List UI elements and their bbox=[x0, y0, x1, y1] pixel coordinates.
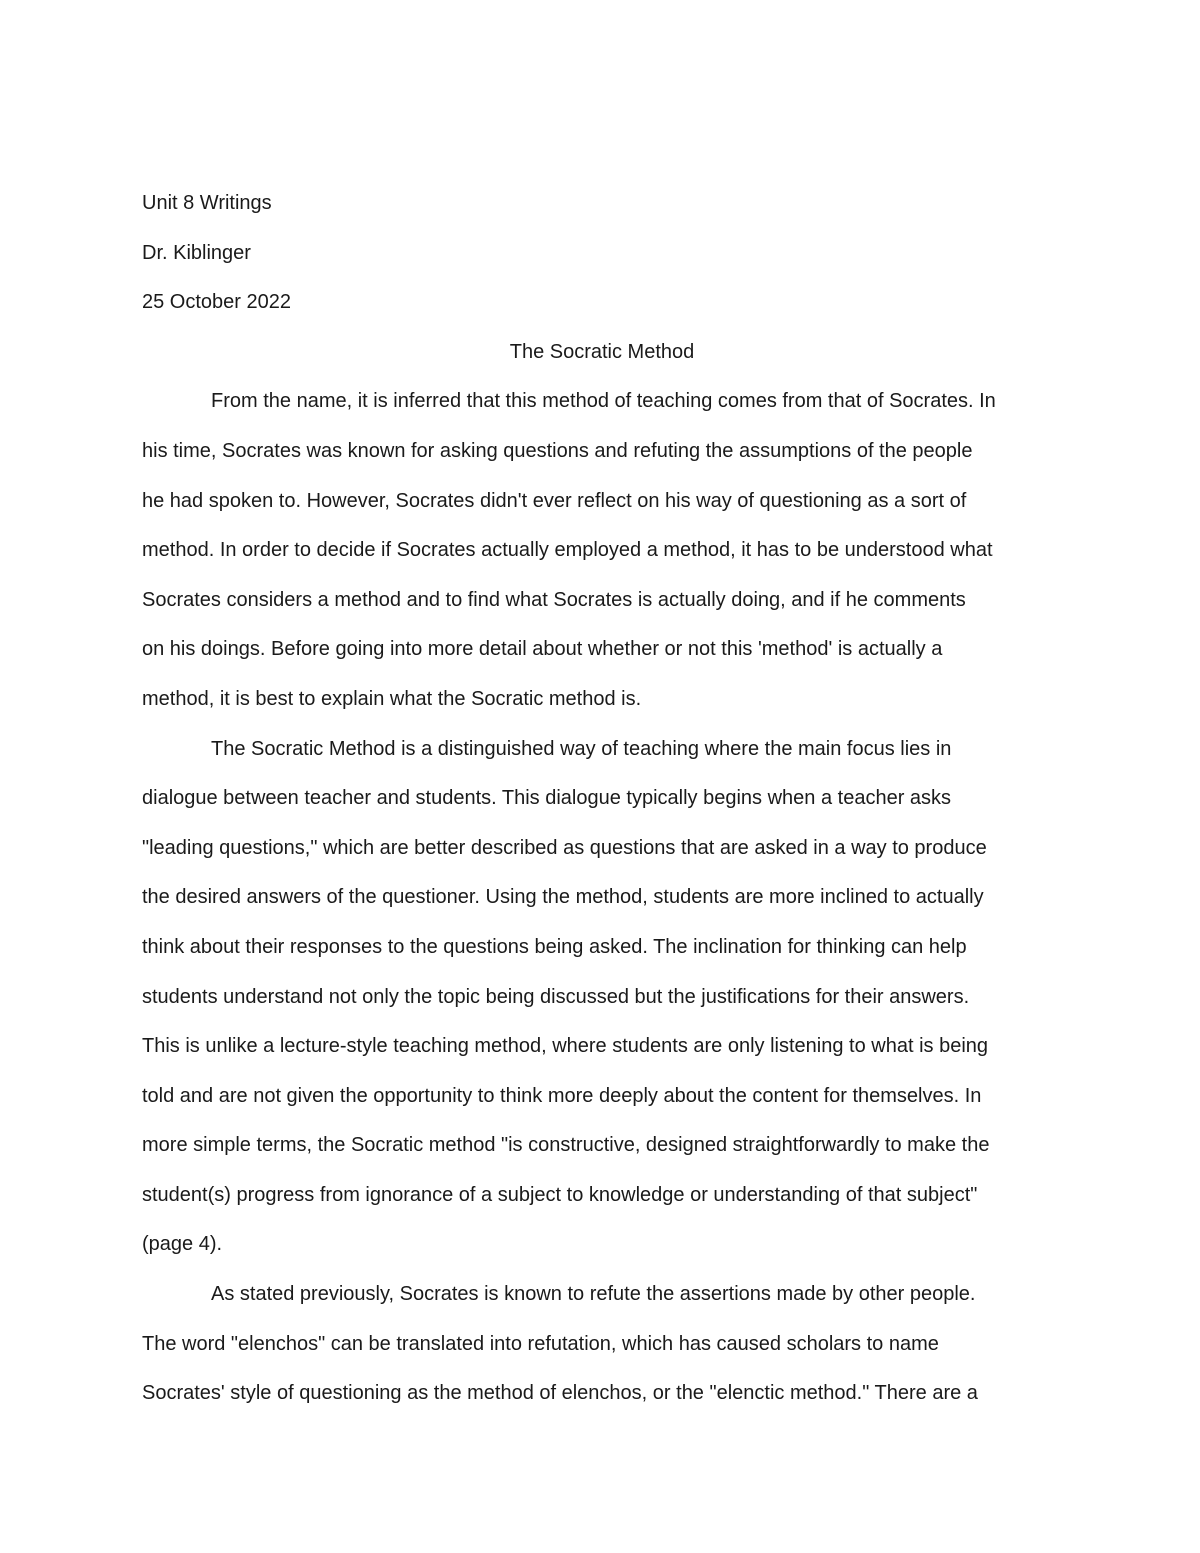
paragraph-line: "leading questions," which are better described as questions that are asked in a way to produce bbox=[142, 836, 987, 859]
paragraph-line: the desired answers of the questioner. Using the method, students are more inclined to actually bbox=[142, 886, 984, 909]
paragraph-3 bbox=[142, 1270, 1062, 1419]
essay-title: The Socratic Method bbox=[509, 340, 695, 363]
paragraph-line: dialogue between teacher and students. This dialogue typically begins when a teacher asks bbox=[142, 787, 952, 810]
paragraph-line: The Socratic Method is a distinguished way of teaching where the main focus lies in bbox=[211, 737, 952, 760]
paragraph-1 bbox=[142, 377, 1062, 724]
paragraph-line: Socrates considers a method and to find what Socrates is actually doing, and if he comments bbox=[142, 588, 966, 611]
paragraph-line: The word "elenchos" can be translated into refutation, which has caused scholars to name bbox=[142, 1332, 939, 1355]
paragraph-line: From the name, it is inferred that this method of teaching comes from that of Socrates. In bbox=[211, 390, 996, 413]
instructor-line: Dr. Kiblinger bbox=[142, 241, 251, 264]
paragraph-line: This is unlike a lecture-style teaching method, where students are only listening to what is being bbox=[142, 1035, 989, 1058]
paragraph-line: told and are not given the opportunity to think more deeply about the content for themselves. In bbox=[142, 1084, 982, 1107]
document-body bbox=[142, 179, 1062, 1419]
course-line: Unit 8 Writings bbox=[142, 192, 272, 214]
paragraph-2 bbox=[142, 725, 1062, 1271]
paragraph-line: he had spoken to. However, Socrates didn't ever reflect on his way of questioning as a sort of bbox=[142, 489, 967, 512]
paragraph-line: think about their responses to the questions being asked. The inclination for thinking can help bbox=[142, 935, 967, 958]
paragraph-line: Socrates' style of questioning as the method of elenchos, or the "elenctic method." There are a bbox=[142, 1382, 978, 1405]
paragraph-line: (page 4). bbox=[142, 1233, 223, 1256]
paragraph-line: his time, Socrates was known for asking questions and refuting the assumptions of the people bbox=[142, 439, 973, 462]
paragraph-line: As stated previously, Socrates is known to refute the assertions made by other people. bbox=[211, 1283, 976, 1306]
paragraph-line: students understand not only the topic being discussed but the justifications for their answers. bbox=[142, 985, 970, 1008]
date-line: 25 October 2022 bbox=[142, 291, 291, 314]
paragraph-line: on his doings. Before going into more detail about whether or not this 'method' is actually a bbox=[142, 638, 943, 661]
paragraph-line: method, it is best to explain what the Socratic method is. bbox=[142, 687, 642, 710]
paragraph-line: method. In order to decide if Socrates actually employed a method, it has to be understood what bbox=[142, 539, 993, 562]
paragraph-line: student(s) progress from ignorance of a subject to knowledge or understanding of that subject" bbox=[142, 1183, 978, 1206]
paragraph-line: more simple terms, the Socratic method "is constructive, designed straightforwardly to make the bbox=[142, 1134, 990, 1157]
